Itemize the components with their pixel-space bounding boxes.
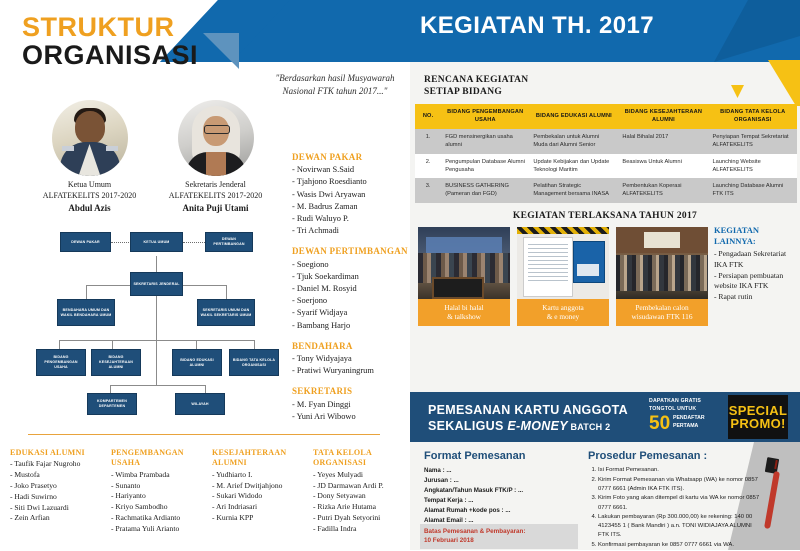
list-item: - Joko Prasetyo bbox=[10, 480, 57, 490]
cell-usaha: FGD mensinergikan usaha alumni bbox=[441, 129, 529, 154]
photo-halal-bi-halal bbox=[418, 227, 510, 299]
deadline-date: 10 Februari 2018 bbox=[424, 537, 474, 545]
table-row bbox=[415, 129, 797, 154]
gratis-line1: DAPATKAN GRATIS bbox=[649, 398, 701, 404]
list-item: - Rapat rutin bbox=[714, 292, 753, 302]
list-item: - Yudhiarto I. bbox=[212, 469, 253, 479]
format-field: Alamat Email : ... bbox=[424, 517, 474, 525]
leader-caption bbox=[22, 180, 157, 214]
col-header-no: NO. bbox=[415, 104, 441, 129]
portrait-epaulette-right bbox=[106, 146, 118, 151]
list-item: - Hadi Suwirno bbox=[10, 491, 57, 501]
title-struktur: STRUKTUR bbox=[22, 12, 175, 42]
achieved-section-title: KEGIATAN TERLAKSANA TAHUN 2017 bbox=[512, 211, 698, 221]
list-item: 1. Isi Format Pemesanan. bbox=[598, 466, 760, 475]
format-field: Tempat Kerja : ... bbox=[424, 497, 474, 505]
quote-text: "Berdasarkan hasil Musyawarah Nasional FTK tahun 2017..." bbox=[275, 73, 395, 97]
connector-v-main2 bbox=[156, 340, 157, 385]
portrait-glasses bbox=[204, 125, 230, 134]
cell-kesejahteraan: Beasiswa Untuk Alumni bbox=[618, 154, 708, 179]
col-header-pengembangan-usaha: BIDANG PENGEMBANGAN USAHA bbox=[441, 104, 529, 129]
cell-tata-kelola: Launching Website ALFATEKELITS bbox=[708, 154, 797, 179]
order-section bbox=[410, 442, 800, 550]
council-members-sekretaris bbox=[292, 399, 410, 423]
caption-line1: Pembekalan calon bbox=[635, 303, 689, 312]
list-item: - Zein Arfian bbox=[10, 513, 50, 523]
list-item: - Sukari Widodo bbox=[212, 491, 263, 501]
pen-body bbox=[764, 471, 780, 529]
photo-card-halal-bi-halal bbox=[418, 227, 510, 326]
org-node-kompartemen-departemen: KOMPARTEMEN DEPARTEMEN bbox=[87, 393, 137, 415]
special-promo-badge bbox=[728, 395, 788, 439]
plan-title-line1: RENCANA KEGIATAN bbox=[424, 75, 529, 85]
list-item: 3. Kirim Foto yang akan ditempel di kartu via WA ke nomor 0857 0777 6661. bbox=[598, 494, 760, 512]
council-title-dewan-pakar: DEWAN PAKAR bbox=[292, 152, 363, 162]
format-field: Alamat Rumah +kode pos : ... bbox=[424, 507, 511, 515]
list-item: - Tjahjono Roesdianto bbox=[292, 177, 367, 187]
badge-line2: PROMO! bbox=[730, 416, 786, 431]
division-members bbox=[10, 459, 107, 524]
table-row bbox=[415, 178, 797, 203]
list-item: - Novirwan S.Said bbox=[292, 165, 355, 175]
list-item: - Yeyes Mulyadi bbox=[313, 469, 363, 479]
badge-line1: SPECIAL bbox=[728, 402, 788, 418]
caption-line2: & talkshow bbox=[447, 312, 481, 322]
division-tata-kelola-organisasi bbox=[313, 448, 410, 534]
photo-member-card bbox=[573, 241, 605, 283]
council-members-bendahara bbox=[292, 353, 410, 377]
org-node-bendahara-umum: BENDAHARA UMUM DAN WAKIL BENDAHARA UMUM bbox=[57, 299, 115, 326]
leader-role: Sekretaris Jenderal bbox=[185, 180, 246, 189]
avatar-abdul-azis bbox=[52, 100, 128, 176]
list-item: 5. Konfirmasi pembayaran ke 0857 0777 6661 via WA. bbox=[598, 541, 760, 550]
cell-usaha: Pengumpulan Database Alumni Pengusaha bbox=[441, 154, 529, 179]
page-title: KEGIATAN TH. 2017 bbox=[420, 12, 654, 39]
list-item: - M. Badrus Zaman bbox=[292, 201, 358, 211]
leader-org: ALFATEKELITS 2017-2020 bbox=[168, 190, 263, 200]
connector-v-main bbox=[156, 290, 157, 340]
list-item: - Wimba Prambada bbox=[111, 469, 170, 479]
photo-document bbox=[523, 237, 573, 297]
list-item: - Sunanto bbox=[111, 480, 141, 490]
deadline-label: Batas Pemesanan & Pembayaran: bbox=[424, 528, 526, 535]
col-header-edukasi-alumni: BIDANG EDUKASI ALUMNI bbox=[529, 104, 618, 129]
gratis-line2: TONGTOL UNTUK bbox=[649, 406, 697, 412]
leader-card-ketua-umum bbox=[22, 100, 157, 214]
avatar-anita-puji-utami bbox=[178, 100, 254, 176]
cell-kesejahteraan: Halal Bihalal 2017 bbox=[618, 129, 708, 154]
list-item: - Taufik Fajar Nugroho bbox=[10, 459, 81, 469]
division-members bbox=[313, 470, 410, 535]
photo-caption bbox=[517, 299, 609, 326]
photo-pembekalan-wisudawan bbox=[616, 227, 708, 299]
list-item: - Wasis Dwi Aryawan bbox=[292, 189, 366, 199]
list-item: - Soegiono bbox=[292, 259, 329, 269]
connector-v-c1 bbox=[110, 385, 111, 393]
portrait-face bbox=[75, 111, 105, 144]
cell-edukasi: Pelatihan Strategic Management bersama INASA bbox=[529, 178, 618, 203]
gratis-line3: PENDAFTAR bbox=[673, 415, 705, 421]
promo-gratis-block bbox=[647, 396, 723, 438]
division-edukasi-alumni bbox=[10, 448, 107, 534]
title-organisasi: ORGANISASI bbox=[22, 40, 199, 70]
photo-kartu-anggota bbox=[517, 227, 609, 299]
other-activities bbox=[714, 225, 798, 303]
leader-role: Ketua Umum bbox=[67, 180, 112, 189]
leader-name: Anita Puji Utami bbox=[182, 202, 249, 213]
cell-edukasi: Pembekalan untuk Alumni Muda dari Alumni Senior bbox=[529, 129, 618, 154]
connector-horizontal-3 bbox=[110, 385, 205, 386]
council-title-bendahara: BENDAHARA bbox=[292, 340, 353, 351]
cell-tata-kelola: Penyiapan Tempat Sekretariat ALFATEKELITS bbox=[708, 129, 797, 154]
photo-caption bbox=[616, 299, 708, 326]
list-item: - Pratama Yuli Arianto bbox=[111, 523, 180, 533]
photo-group bbox=[616, 255, 708, 291]
connector-ketua-to-sekjen bbox=[156, 256, 157, 272]
list-item: - Ari Indriasari bbox=[212, 502, 258, 512]
list-item: - Rizka Arie Hutama bbox=[313, 502, 377, 512]
caption-line2: wisudawan FTK 116 bbox=[631, 312, 693, 322]
leader-name: Abdul Azis bbox=[68, 202, 111, 213]
connector-v-b2 bbox=[112, 340, 113, 349]
photo-chalkboard bbox=[432, 277, 484, 299]
format-field: Nama : ... bbox=[424, 467, 452, 474]
list-item: - M. Arief Dwitjahjono bbox=[212, 480, 283, 490]
plan-table-body bbox=[415, 129, 797, 203]
plan-title-line2: SETIAP BIDANG bbox=[424, 87, 503, 98]
other-activities-title bbox=[714, 225, 798, 247]
org-chart bbox=[6, 228, 288, 418]
list-item: - Syarif Widjaya bbox=[292, 308, 348, 318]
promo-sekaligus: SEKALIGUS bbox=[428, 419, 508, 433]
list-item: - Putri Dyah Setyorini bbox=[313, 512, 381, 522]
list-item: - M. Fyan Dinggi bbox=[292, 399, 351, 409]
cell-usaha: BUSINESS GATHERING (Pameran dan FGD) bbox=[441, 178, 529, 203]
pen-icon bbox=[766, 458, 778, 534]
division-kesejahteraan-alumni bbox=[212, 448, 309, 534]
list-item: - Kriyo Sambodho bbox=[111, 502, 168, 512]
cell-tata-kelola: Launching Database Alumni FTK ITS bbox=[708, 178, 797, 203]
promo-emoney: E-MONEY bbox=[507, 419, 568, 433]
list-item: - Mustofa bbox=[10, 470, 40, 480]
list-item: - Soerjono bbox=[292, 296, 328, 306]
list-item: - JD Darmawan Ardi P. bbox=[313, 480, 384, 490]
org-node-bidang-tata-kelola-organisasi: BIDANG TATA KELOLA ORGANISASI bbox=[229, 349, 279, 376]
photo-card-kartu-anggota bbox=[517, 227, 609, 326]
list-item: - Persiapan pembuatan website IKA FTK bbox=[714, 270, 784, 291]
portrait-scarf bbox=[206, 152, 226, 176]
procedure-title: Prosedur Pemesanan : bbox=[588, 450, 708, 462]
plan-table bbox=[415, 104, 797, 203]
cell-edukasi: Update Kebijakan dan Update Teknologi Maritim bbox=[529, 154, 618, 179]
format-field: Jurusan : ... bbox=[424, 477, 459, 485]
cell-kesejahteraan: Pembentukan Koperasi ALFATEKELITS bbox=[618, 178, 708, 203]
org-node-sekretaris-jenderal: SEKRETARIS JENDERAL bbox=[130, 272, 183, 296]
format-fields bbox=[424, 466, 574, 526]
connector-v-c2 bbox=[205, 385, 206, 393]
org-node-bidang-kesejahteraan-alumni: BIDANG KESEJAHTERAAN ALUMNI bbox=[91, 349, 141, 376]
org-node-dewan-pakar: DEWAN PAKAR bbox=[60, 232, 111, 252]
org-node-dewan-pertimbangan: DEWAN PERTIMBANGAN bbox=[205, 232, 253, 252]
deadline-box bbox=[420, 524, 578, 549]
list-item: - Rudi Waluyo P. bbox=[292, 214, 349, 223]
divisions-columns bbox=[10, 448, 410, 534]
plan-table-head bbox=[415, 104, 797, 129]
cell-no: 2. bbox=[415, 154, 441, 179]
org-node-bidang-edukasi-alumni: BIDANG EDUKASI ALUMNI bbox=[172, 349, 222, 376]
caption-line2: & e money bbox=[546, 312, 580, 322]
connector-v-bendahara bbox=[86, 285, 87, 299]
list-item: - Bambang Harjo bbox=[292, 320, 351, 330]
divider-orange bbox=[28, 434, 380, 435]
other-title-line2: LAINNYA: bbox=[714, 236, 756, 247]
list-item: - Tri Achmadi bbox=[292, 226, 339, 236]
format-field: Angkatan/Tahun Masuk FTK/P : ... bbox=[424, 487, 524, 495]
list-item: - Siti Dwi Lazuardi bbox=[10, 502, 69, 512]
list-item: - Dony Setyawan bbox=[313, 491, 366, 501]
division-title: EDUKASI ALUMNI bbox=[10, 448, 85, 457]
council-title-dewan-pertimbangan: DEWAN PERTIMBANGAN bbox=[292, 246, 408, 257]
photo-screen bbox=[644, 232, 680, 248]
org-node-sekretaris-umum: SEKRETARIS UMUM DAN WAKIL SEKRETARIS UMUM bbox=[197, 299, 255, 326]
leader-org: ALFATEKELITS 2017-2020 bbox=[42, 190, 137, 200]
plan-section-title bbox=[424, 74, 528, 99]
photo-card-pembekalan-wisudawan bbox=[616, 227, 708, 326]
photo-caption bbox=[418, 299, 510, 326]
promo-batch: BATCH 2 bbox=[567, 422, 611, 432]
col-header-tata-kelola-organisasi: BIDANG TATA KELOLA ORGANISASI bbox=[708, 104, 797, 129]
list-item: 2. Kirim Format Pemesanan via Whatsapp (WA) ke nomor 0857 0777 6661 (Admin IKA FTK ITS). bbox=[598, 476, 760, 494]
division-members bbox=[212, 470, 309, 524]
org-node-ketua-umum: KETUA UMUM bbox=[130, 232, 183, 252]
leader-card-sekretaris-jenderal bbox=[148, 100, 283, 214]
format-title: Format Pemesanan bbox=[424, 450, 526, 462]
council-title-sekretaris: SEKRETARIS bbox=[292, 386, 353, 397]
division-title: PENGEMBANGAN USAHA bbox=[111, 448, 184, 468]
left-title bbox=[22, 14, 198, 69]
achieved-photos bbox=[418, 227, 708, 326]
connector-v-b4 bbox=[254, 340, 255, 349]
list-item: - Pratiwi Wuryaningrum bbox=[292, 366, 374, 376]
cell-no: 1. bbox=[415, 129, 441, 154]
org-node-bidang-pengembangan-usaha: BIDANG PENGEMBANGAN USAHA bbox=[36, 349, 86, 376]
caption-line1: Halal bi halal bbox=[444, 303, 484, 312]
right-panel bbox=[410, 62, 800, 550]
gratis-number: 50 bbox=[649, 413, 671, 434]
list-item: - Pengadaan Sekretariat IKA FTK bbox=[714, 249, 787, 269]
list-item: - Hariyanto bbox=[111, 491, 146, 501]
col-header-kesejahteraan-alumni: BIDANG KESEJAHTERAAN ALUMNI bbox=[618, 104, 708, 129]
table-header-row bbox=[415, 104, 797, 129]
council-members-dewan-pakar bbox=[292, 164, 410, 237]
division-pengembangan-usaha bbox=[111, 448, 208, 534]
caption-line1: Kartu anggota bbox=[542, 303, 584, 312]
list-item: - Rachmatika Ardianto bbox=[111, 512, 181, 522]
list-item: - Tony Widyajaya bbox=[292, 354, 352, 363]
list-item: - Tjuk Soekardiman bbox=[292, 271, 359, 281]
org-node-wilayah: WILAYAH bbox=[175, 393, 225, 415]
portrait-epaulette-left bbox=[62, 146, 74, 151]
list-item: - Daniel M. Rosyid bbox=[292, 284, 357, 293]
promo-title-line2 bbox=[428, 419, 610, 433]
list-item: - Kurnia KPP bbox=[212, 512, 254, 522]
list-item: - Yuni Ari Wibowo bbox=[292, 411, 356, 421]
connector-v-b3 bbox=[196, 340, 197, 349]
promo-title-line1: PEMESANAN KARTU ANGGOTA bbox=[428, 403, 628, 417]
connector-v-sekretaris-umum bbox=[226, 285, 227, 299]
table-row bbox=[415, 154, 797, 179]
gratis-line4: PERTAMA bbox=[673, 423, 699, 429]
promo-banner bbox=[410, 392, 800, 442]
leader-caption bbox=[148, 180, 283, 214]
cell-no: 3. bbox=[415, 178, 441, 203]
division-title: TATA KELOLA ORGANISASI bbox=[313, 448, 372, 468]
list-item: - Fadilla Indra bbox=[313, 523, 357, 533]
procedure-steps bbox=[588, 466, 760, 551]
connector-v-b1 bbox=[59, 340, 60, 349]
list-item: 4. Lakukan pembayaran (Rp 300.000,00) ke rekening: 140 00 4123455 1 ( Bank Mandiri ) a.n. TONI WIDIAJAYA ALUMNI FTK ITS. bbox=[598, 513, 760, 540]
council-members-dewan-pertimbangan bbox=[292, 259, 410, 332]
photo-tape bbox=[517, 227, 609, 234]
other-title-line1: KEGIATAN bbox=[714, 225, 760, 235]
division-title: KESEJAHTERAAN ALUMNI bbox=[212, 448, 287, 468]
other-activities-list bbox=[714, 249, 798, 303]
councils-list bbox=[292, 152, 410, 432]
division-members bbox=[111, 470, 208, 535]
